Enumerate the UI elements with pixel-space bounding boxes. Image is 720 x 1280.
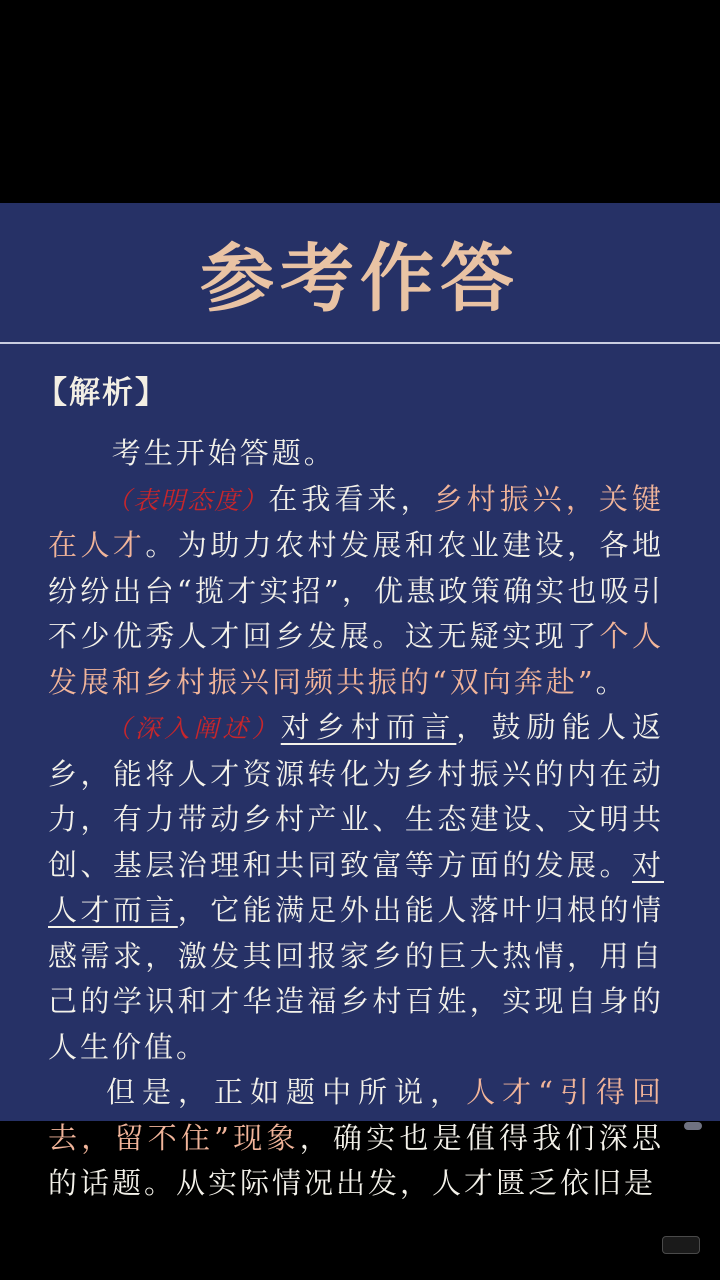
p2-text-a: 在我看来， (268, 481, 434, 516)
section-label: 【解析】 (36, 375, 168, 411)
p4-text-c: ，确实也是值得我们深思的话题。从实际情况出发，人才匮乏依旧是 (48, 1120, 664, 1200)
p2-text-c: 。为助力农村发展和农业建设，各地纷纷出台“揽才实招”，优惠政策确实也吸引不少优秀人才回乡发展。这无疑实现了 (48, 528, 664, 653)
paragraph-2 (48, 477, 664, 706)
p3-text-b: ，鼓励能人返乡，能将人才资源转化为乡村振兴的内在动力，有力带动乡村产业、生态建设、文明共创、基层治理和共同致富等方面的发展。 (48, 710, 664, 882)
title-divider (0, 342, 720, 344)
page-title: 参考作答 (200, 236, 520, 322)
answer-body (48, 431, 664, 1207)
scroll-indicator[interactable] (684, 1122, 702, 1130)
p2-text-d: 个人发展和乡村振兴同频共振的“双向奔赴” (48, 619, 664, 699)
paragraph-3 (48, 705, 664, 1070)
watermark-logo (662, 1236, 700, 1254)
p4-text-a: 但是，正如题中所说， (106, 1075, 467, 1109)
p2-text-e: 。 (595, 664, 628, 699)
p3-text-a: 对乡村而言 (280, 710, 457, 744)
paragraph-4 (48, 1070, 664, 1207)
image-panel (0, 203, 720, 1200)
p3-text-d: ，它能满足外出能人落叶归根的情感需求，激发其回报家乡的巨大热情，用自己的学识和才华造福乡村百姓，实现自身的人生价值。 (48, 893, 664, 1064)
p2-text-b: 乡村振兴，关键在人才 (48, 481, 664, 562)
p4-text-b: 人才“引得回去，留不住”现象 (48, 1075, 664, 1155)
paragraph-1 (48, 431, 664, 477)
paragraph-1-text: 考生开始答题。 (111, 436, 336, 470)
tag-elaborate: （深入阐述） (106, 714, 281, 743)
tag-attitude: （表明态度） (106, 485, 269, 515)
p3-text-c: 对人才而言 (48, 847, 664, 927)
